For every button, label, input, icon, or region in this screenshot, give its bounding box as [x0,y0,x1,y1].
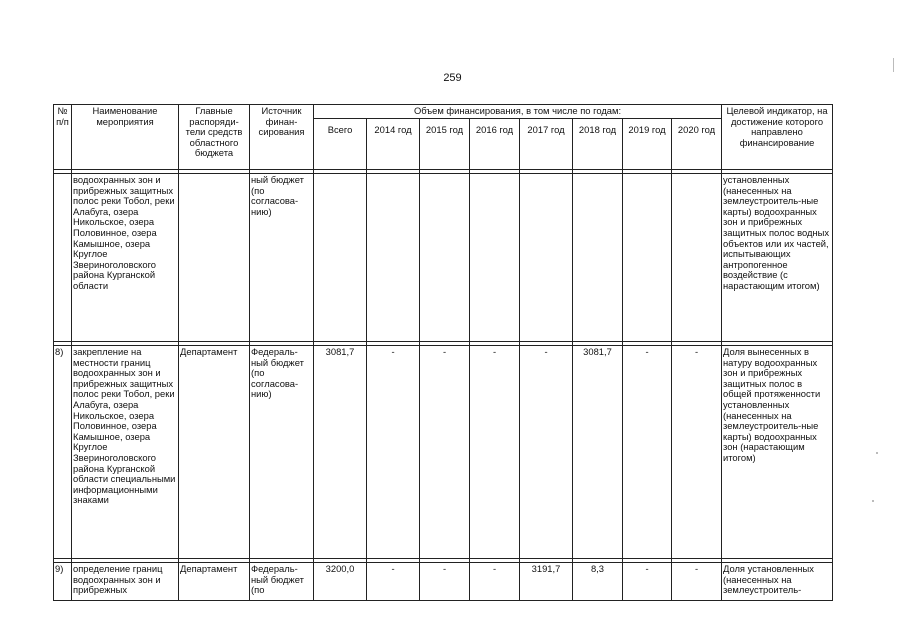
row-total: 3081,7 [314,346,367,559]
row-name: водоохранных зон и прибрежных защитных полос реки Тобол, реки Алабуга, озера Никольское, озера Половинное, озера Камышное, озера Круглое Звериноголовского района Курганской области [72,174,179,342]
col-indicator-header: Целевой индикатор, на достижение которого направлено финансирование [722,105,833,170]
row-indicator: установленных (нанесенных на землеустроитель-ные карты) водоохранных зон и прибрежных защитных полос водных объектов или их частей, испытывающих антропогенное воздействие (с нарастающим итогом) [722,174,833,342]
row-year-value: - [470,346,520,559]
row-year-value: - [367,563,420,601]
row-source: Федераль-ный бюджет (по [250,563,314,601]
row-year-value [470,174,520,342]
header-row-1 [54,105,833,119]
row-year-value: 3191,7 [520,563,573,601]
row-year-value [367,174,420,342]
col-total-header: Всего [314,119,367,170]
row-year-value: - [672,346,722,559]
col-source-header: Источник финан-сирования [250,105,314,170]
row-total: 3200,0 [314,563,367,601]
row-distributor: Департамент [179,563,250,601]
row-year-value [573,174,623,342]
row-year-value [520,174,573,342]
row-num: 9) [54,563,72,601]
row-year-value: - [623,346,672,559]
row-total [314,174,367,342]
row-num: 8) [54,346,72,559]
row-year-value: - [623,563,672,601]
row-year-value: 3081,7 [573,346,623,559]
row-year-value: - [420,346,470,559]
col-year-header: 2018 год [573,119,623,170]
page-number: 259 [443,72,462,84]
col-distributor-header: Главные распоряди-тели средств областного бюджета [179,105,250,170]
scan-speck [893,58,894,72]
row-year-value [420,174,470,342]
row-year-value: - [420,563,470,601]
col-year-header: 2017 год [520,119,573,170]
row-year-value: 8,3 [573,563,623,601]
row-year-value: - [367,346,420,559]
table-row [54,563,833,601]
row-name: определение границ водоохранных зон и прибрежных [72,563,179,601]
row-distributor: Департамент [179,346,250,559]
row-source: ный бюджет (по согласова-нию) [250,174,314,342]
scan-speck [872,500,874,502]
row-indicator: Доля вынесенных в натуру водоохранных зон и прибрежных защитных полос в общей протяженности установленных (нанесенных на землеустроитель-ные карты) водоохранных зон (нарастающим итогом) [722,346,833,559]
row-year-value: - [520,346,573,559]
col-year-header: 2016 год [470,119,520,170]
row-year-value [623,174,672,342]
scan-speck [876,452,878,454]
row-year-value: - [470,563,520,601]
col-year-header: 2014 год [367,119,420,170]
row-indicator: Доля установленных (нанесенных на землеустроитель- [722,563,833,601]
row-num [54,174,72,342]
col-year-header: 2015 год [420,119,470,170]
col-funding-header: Объем финансирования, в том числе по годам: [314,105,722,119]
table-row [54,174,833,342]
col-num-header: № п/п [54,105,72,170]
budget-table [53,104,833,601]
row-year-value [672,174,722,342]
col-year-header: 2020 год [672,119,722,170]
row-source: Федераль-ный бюджет (по согласова-нию) [250,346,314,559]
table-row [54,346,833,559]
row-name: закрепление на местности границ водоохранных зон и прибрежных защитных полос реки Тобол, реки Алабуга, озера Никольское, озера Половинное, озера Камышное, озера Круглое Звериноголовского района Курганской области специальными информационными знаками [72,346,179,559]
col-year-header: 2019 год [623,119,672,170]
col-name-header: Наименование мероприятия [72,105,179,170]
row-year-value: - [672,563,722,601]
row-distributor [179,174,250,342]
